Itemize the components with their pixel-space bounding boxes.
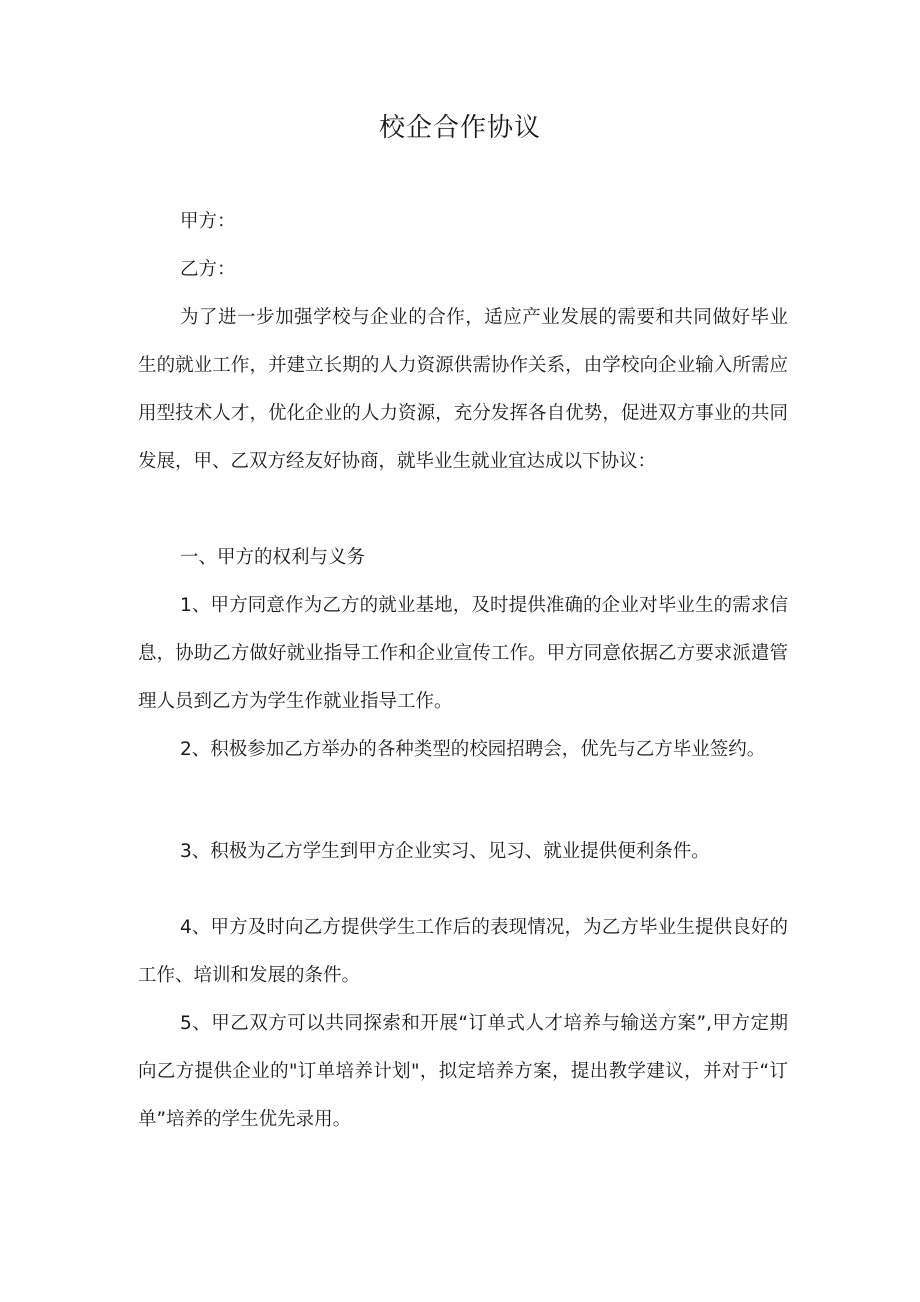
party-b-label: 乙方： xyxy=(180,259,236,280)
clause-1: 1、甲方同意作为乙方的就业基地，及时提供准确的企业对毕业生的需求信息，协助乙方做好就业指导工作和企业宣传工作。甲方同意依据乙方要求派遣管理人员到乙方为学生作就业指导工作。 xyxy=(138,595,788,712)
document-title: 校企合作协议 xyxy=(378,113,541,143)
clause-5: 5、甲乙双方可以共同探索和开展“订单式人才培养与输送方案”,甲方定期向乙方提供企业的"订单培养计划"，拟定培养方案，提出教学建议，并对于“订单”培养的学生优先录用。 xyxy=(138,1013,788,1130)
clause-4: 4、甲方及时向乙方提供学生工作后的表现情况，为乙方毕业生提供良好的工作、培训和发展的条件。 xyxy=(138,917,788,986)
party-a-label: 甲方： xyxy=(180,211,236,232)
clause-2: 2、积极参加乙方举办的各种类型的校园招聘会，优先与乙方毕业签约。 xyxy=(180,739,766,760)
section-1-heading: 一、甲方的权利与义务 xyxy=(180,547,366,568)
clause-3: 3、积极为乙方学生到甲方企业实习、见习、就业提供便利条件。 xyxy=(180,841,710,862)
intro-paragraph: 为了进一步加强学校与企业的合作，适应产业发展的需要和共同做好毕业生的就业工作，并建立长期的人力资源供需协作关系，由学校向企业输入所需应用型技术人才，优化企业的人力资源，充分发挥各自优势，促进双方事业的共同发展，甲、乙双方经友好协商，就毕业生就业宜达成以下协议： xyxy=(138,307,788,472)
